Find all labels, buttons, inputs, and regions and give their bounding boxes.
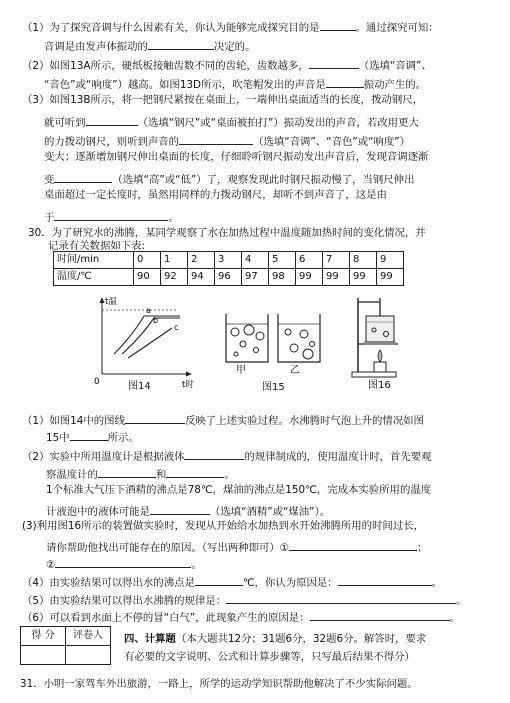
q29-line1: （1）为了探究音调与什么因素有关，你认为能够完成探究目的是 。通过探究可知：: [22, 19, 439, 33]
q30-p4: (3)利用图16所示的装置做实验时，发现从开始给水加热到水开始沸腾所用的时间过长，: [22, 520, 424, 532]
table-cell: 99: [323, 269, 350, 286]
table-cell: 99: [296, 269, 323, 286]
table-cell: 99: [377, 269, 404, 286]
data-table: [53, 251, 404, 286]
q29-line7: 的力拨动钢尺，则听到声音的 （选填“音调”、“音色”或“响度”）: [44, 133, 410, 147]
bubble: [303, 349, 313, 359]
q29-line10: 桌面超过一定长度时，虽然用同样的力拨动钢尺，却听不到声音了，这是由: [44, 189, 387, 201]
alcohol-lamp: [374, 362, 386, 372]
grader-label: 评卷人: [66, 627, 111, 646]
section-title: 四、计算题: [124, 633, 176, 645]
q29-line3: （2）如图13A所示，硬纸板接触齿数不同的齿轮，齿数越多， （选填“音调”、: [22, 57, 432, 71]
origin-label: 0: [94, 377, 100, 387]
table-cell: 94: [188, 269, 215, 286]
q30-intro-2: 记录有关数据如下表:: [48, 240, 146, 252]
table-cell: 4: [242, 252, 269, 269]
bubble: [310, 342, 315, 347]
beaker: [366, 316, 394, 342]
beaker-yi: [278, 314, 320, 362]
table-row: [21, 627, 111, 646]
x-label: t时: [182, 380, 194, 390]
q30-p2-cont: 察温度计的 和 。: [46, 466, 235, 480]
bubble: [285, 329, 291, 335]
q30-p2: （2）实验中所用温度计是根据液体 的规律制成的，使用温度计时，首先要观: [22, 448, 432, 462]
table-cell: 时间/min: [54, 252, 134, 269]
answer-blank[interactable]: [98, 466, 156, 478]
bubble: [290, 344, 298, 352]
curve-a: [114, 316, 180, 354]
bubble: [231, 328, 239, 336]
q29-line11: 于 。: [44, 209, 179, 223]
answer-blank[interactable]: [70, 429, 108, 441]
table-cell: 7: [323, 252, 350, 269]
label-yi: 乙: [290, 365, 300, 376]
score-input[interactable]: [21, 646, 66, 665]
table-row: [54, 269, 404, 286]
bubble: [256, 332, 264, 340]
wire-gauze: [364, 342, 396, 345]
answer-blank[interactable]: [195, 574, 243, 586]
q30-intro: 30．为了研究水的沸腾，某同学观察了水在加热过程中温度随加热时间的变化情况，并: [28, 227, 426, 239]
q30-p1: （1）如图14中的图线 反映了上述实验过程。水沸腾时气泡上升的情况如图: [22, 412, 424, 426]
answer-blank[interactable]: [148, 38, 214, 50]
table-cell: 3: [215, 252, 242, 269]
label-b: b: [153, 316, 159, 325]
figure-15-caption: 图15: [262, 382, 285, 393]
answer-blank[interactable]: [125, 412, 185, 424]
q30-p4-cont2: ② 。: [46, 556, 202, 570]
table-cell: 0: [134, 252, 161, 269]
figure-14-graph: [88, 292, 196, 392]
answer-blank[interactable]: [179, 133, 253, 145]
answer-blank[interactable]: [54, 209, 168, 221]
q29-line4: “音色”或“响度”）越高。如图13D所示，吹笔帽发出的声音是 振动产生的。: [44, 76, 426, 90]
q29-line9: 变 （选填“高”或“低”）了，观察发现此时钢尺振动慢了，当钢尺伸出: [44, 171, 414, 185]
table-cell: 5: [269, 252, 296, 269]
beaker-jia: [226, 314, 268, 362]
answer-blank[interactable]: [55, 556, 191, 568]
table-cell: 2: [188, 252, 215, 269]
y-axis-arrow-icon: [100, 297, 105, 303]
table-cell: 99: [350, 269, 377, 286]
answer-blank[interactable]: [166, 466, 224, 478]
q30-p1-cont: 15中 所示。: [46, 429, 139, 443]
answer-blank[interactable]: [150, 503, 210, 515]
grader-input[interactable]: [66, 646, 111, 665]
q30-p3: 1个标准大气压下酒精的沸点是78℃，煤油的沸点是150℃，完成本实验所用的温度: [46, 484, 432, 496]
answer-blank[interactable]: [320, 19, 356, 31]
answer-blank[interactable]: [338, 574, 432, 586]
label-jia: 甲: [236, 365, 246, 376]
figure-16-apparatus: [346, 294, 406, 380]
table-cell: 1: [161, 252, 188, 269]
table-cell: 98: [269, 269, 296, 286]
q30-p5: （4）由实验结果可以得出水的沸点是 ℃，你认为原因是： 。: [22, 574, 442, 588]
section-4-desc: 有必要的文字说明、公式和计算步骤等，只写最后结果不得分）: [124, 651, 415, 663]
q30-p6: （5）由实验结果可以得出水沸腾的规律是： 。: [22, 592, 466, 606]
q31-text: 31．小明一家驾车外出旅游，一路上，所学的运动学知识帮助他解决了不少实际问题。: [20, 678, 418, 690]
answer-blank[interactable]: [184, 448, 244, 460]
bubble: [244, 325, 254, 335]
answer-blank[interactable]: [289, 539, 417, 551]
figure-16-caption: 图16: [368, 380, 391, 391]
table-row: [54, 252, 404, 269]
q29-line5: （3）如图13B所示，将一把钢尺紧按在桌面上，一端伸出桌面适当的长度，拨动钢尺，: [22, 94, 424, 106]
table-cell: 97: [242, 269, 269, 286]
stand-base: [352, 372, 396, 377]
bubble: [234, 352, 238, 356]
answer-blank[interactable]: [54, 171, 112, 183]
bubble: [240, 341, 246, 347]
table-cell: 温度/℃: [54, 269, 134, 286]
answer-blank[interactable]: [310, 609, 450, 621]
q29-line2: 音调是由发声体振动的 决定的。: [44, 38, 255, 52]
x-axis-arrow-icon: [186, 372, 192, 377]
q30-p4-cont: 请你帮助他找出可能存在的原因。（写出两种即可）① ；: [46, 539, 428, 553]
section-desc: （本大题共12分；31题6分，32题6分。解答时，要求: [175, 633, 427, 645]
q30-p3-cont: 计液泡中的液体可能是 （选填“酒精”或“煤油”）。: [46, 503, 330, 517]
score-box: [20, 626, 111, 665]
figure-14-caption: 图14: [128, 381, 151, 392]
table-cell: 92: [161, 269, 188, 286]
q30-p7: （6）可以看到水面上不停的冒“白气”，此现象产生的原因是： 。: [22, 609, 460, 623]
label-c: c: [174, 323, 179, 332]
bubble: [254, 348, 259, 353]
label-a: a: [146, 306, 151, 315]
answer-blank[interactable]: [326, 76, 364, 88]
q29-line6: 就可听到 （选填“钢尺”或“桌面被拍打”）振动发出的声音，若改用更大: [44, 114, 419, 128]
figure-15-beakers: [222, 310, 326, 370]
curve-c: [128, 328, 172, 358]
table-cell: 9: [377, 252, 404, 269]
section-4-heading: [124, 634, 426, 644]
bubble: [300, 330, 308, 338]
answer-blank[interactable]: [226, 592, 456, 604]
q29-line8: 变大；逐渐增加钢尺伸出桌面的长度，仔细聆听钢尺振动发出声音后，发现音调逐渐: [44, 151, 429, 163]
score-label: 得 分: [21, 627, 66, 646]
table-cell: 8: [350, 252, 377, 269]
y-label: t温: [105, 297, 117, 307]
table-cell: 90: [134, 269, 161, 286]
table-row: [21, 646, 111, 665]
flame-icon: [378, 350, 382, 362]
answer-blank[interactable]: [309, 57, 359, 69]
answer-blank[interactable]: [86, 114, 138, 126]
table-cell: 6: [296, 252, 323, 269]
table-cell: 96: [215, 269, 242, 286]
